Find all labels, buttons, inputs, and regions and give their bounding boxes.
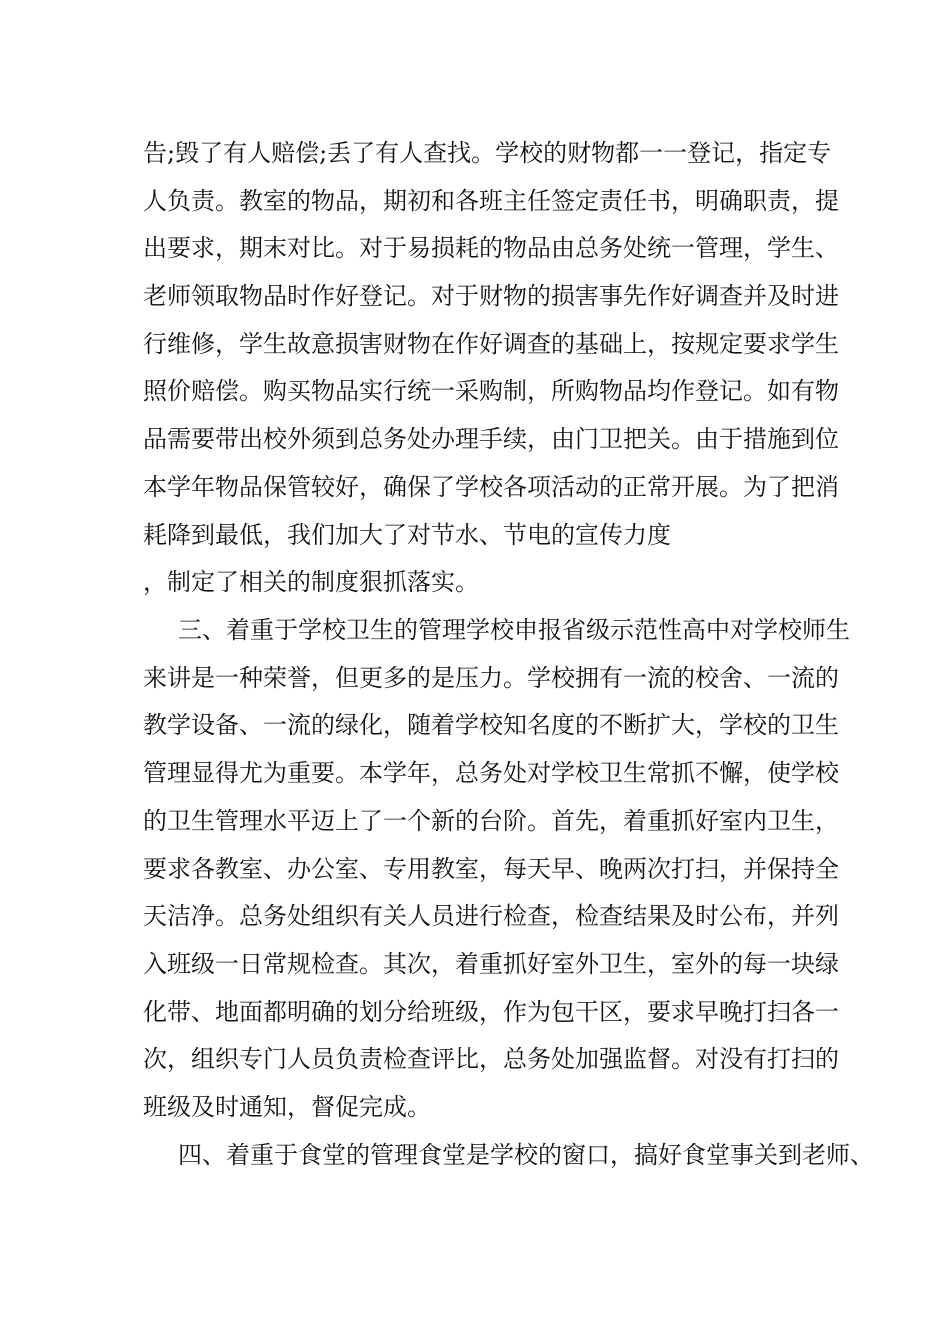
- text-line: 教学设备、一流的绿化，随着学校知名度的不断扩大，学校的卫生: [143, 711, 839, 739]
- text-line: 耗降到最低，我们加大了对节水、节电的宣传力度: [143, 521, 671, 549]
- text-line: 班级及时通知，督促完成。: [143, 1093, 431, 1121]
- text-line: 告;毁了有人赔偿;丢了有人查找。学校的财物都一一登记，指定专: [143, 139, 832, 167]
- text-line: 要求各教室、办公室、专用教室，每天早、晚两次打扫，并保持全: [143, 855, 839, 883]
- text-line: 老师领取物品时作好登记。对于财物的损害事先作好调查并及时进: [143, 282, 839, 310]
- text-line: 化带、地面都明确的划分给班级，作为包干区，要求早晚打扫各一: [143, 998, 839, 1026]
- text-line: 次，组织专门人员负责检查评比，总务处加强监督。对没有打扫的: [143, 1045, 839, 1073]
- text-line: 本学年物品保管较好，确保了学校各项活动的正常开展。为了把消: [143, 473, 839, 501]
- text-line: 来讲是一种荣誉，但更多的是压力。学校拥有一流的校舍、一流的: [143, 664, 839, 692]
- text-line: 入班级一日常规检查。其次，着重抓好室外卫生，室外的每一块绿: [143, 950, 839, 978]
- text-line: 照价赔偿。购买物品实行统一采购制，所购物品均作登记。如有物: [143, 377, 839, 405]
- section-heading-paragraph-start: 四、着重于食堂的管理食堂是学校的窗口，搞好食堂事关到老师、: [178, 1141, 874, 1169]
- text-line: 的卫生管理水平迈上了一个新的台阶。首先，着重抓好室内卫生，: [143, 807, 839, 835]
- text-line: 出要求，期末对比。对于易损耗的物品由总务处统一管理，学生、: [143, 234, 839, 262]
- text-line: 管理显得尤为重要。本学年，总务处对学校卫生常抓不懈，使学校: [143, 759, 839, 787]
- text-line: 天洁净。总务处组织有关人员进行检查，检查结果及时公布，并列: [143, 902, 839, 930]
- text-line: 人负责。教室的物品，期初和各班主任签定责任书，明确职责，提: [143, 187, 839, 215]
- section-heading-paragraph-start: 三、着重于学校卫生的管理学校申报省级示范性高中对学校师生: [178, 616, 850, 644]
- text-line: 品需要带出校外须到总务处办理手续，由门卫把关。由于措施到位: [143, 425, 839, 453]
- text-line: 行维修，学生故意损害财物在作好调查的基础上，按规定要求学生: [143, 330, 839, 358]
- text-line: ，制定了相关的制度狠抓落实。: [143, 568, 479, 596]
